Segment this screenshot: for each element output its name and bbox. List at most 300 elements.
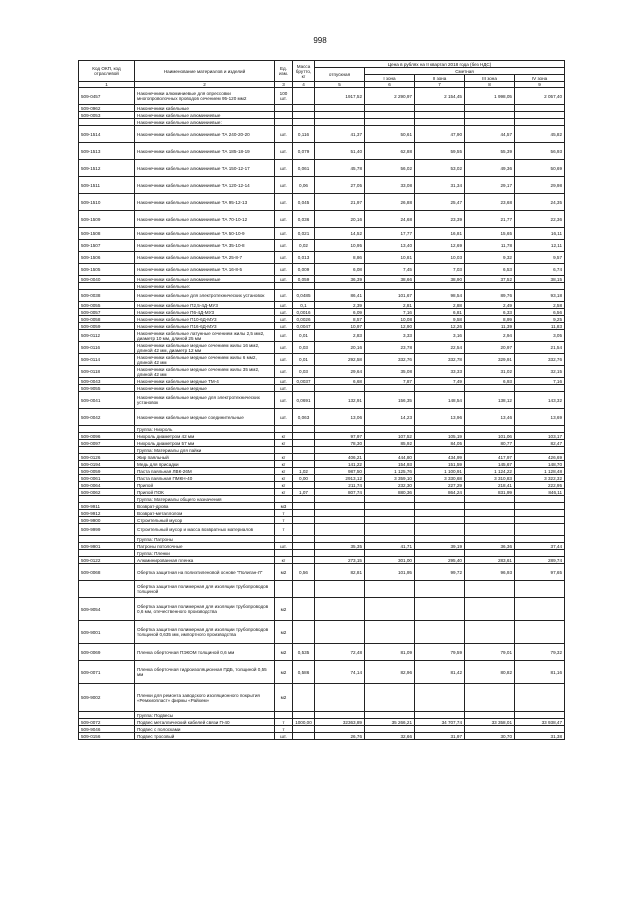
table-row <box>79 644 565 661</box>
row-release-price <box>315 385 365 392</box>
row-zone-4-price: 11,83 <box>515 323 565 330</box>
header-zone-2: II зона <box>415 75 465 82</box>
row-mass: 0,009 <box>293 264 315 276</box>
row-zone-3-price: 44,57 <box>465 126 515 143</box>
row-zone-4-price <box>515 581 565 598</box>
row-zone-2-price: 79,59 <box>415 644 465 661</box>
row-code: 509-0112 <box>79 330 135 342</box>
row-zone-4-price: 426,69 <box>515 454 565 461</box>
table-row <box>79 536 565 543</box>
row-release-price: 32363,89 <box>315 719 365 726</box>
table-row <box>79 684 565 712</box>
row-zone-1-price: 62,88 <box>365 143 415 160</box>
row-zone-1-price: 35,08 <box>365 366 415 378</box>
row-release-price <box>315 581 365 598</box>
row-name: Обертка защитная на полиэтиленовой основе "Полиган-Л" <box>135 564 275 581</box>
row-code: 509-0061 <box>79 475 135 482</box>
row-code: 509-9054 <box>79 598 135 621</box>
row-name: Наконечники кабельные латунные сечением жилы 2,5 мм2, диаметр 10 мм, длиной 25 мм <box>135 330 275 342</box>
row-zone-3-price: 283,61 <box>465 557 515 564</box>
row-zone-1-price: 12,90 <box>365 323 415 330</box>
row-code: 509-1510 <box>79 194 135 211</box>
row-zone-4-price <box>515 447 565 454</box>
row-zone-4-price: 289,74 <box>515 557 565 564</box>
table-row <box>79 433 565 440</box>
row-code: 509-9055 <box>79 385 135 392</box>
row-release-price: 72,48 <box>315 644 365 661</box>
table-body <box>79 88 565 740</box>
row-release-price: 82,81 <box>315 564 365 581</box>
row-unit: шт. <box>275 354 293 366</box>
row-zone-2-price: 47,90 <box>415 126 465 143</box>
row-zone-4-price: 97,65 <box>515 564 565 581</box>
row-name: Наконечники кабельные: <box>135 283 275 290</box>
row-zone-1-price <box>365 581 415 598</box>
row-zone-3-price: 89,76 <box>465 290 515 302</box>
column-index: 1 <box>79 82 135 88</box>
row-zone-2-price: 295,40 <box>415 557 465 564</box>
row-name: Наконечники кабельные П6-4Д-МУ3 <box>135 309 275 316</box>
header-zone-3: III зона <box>465 75 515 82</box>
table-row <box>79 177 565 194</box>
row-release-price: 21,97 <box>315 194 365 211</box>
row-zone-4-price: 31,38 <box>515 733 565 740</box>
row-zone-2-price <box>415 621 465 644</box>
row-zone-2-price: 98,54 <box>415 290 465 302</box>
table-row <box>79 290 565 302</box>
row-name: Наконечники кабельные алюминиевые ТА 70-10-12 <box>135 211 275 228</box>
row-zone-3-price <box>465 510 515 517</box>
row-zone-4-price: 33 938,47 <box>515 719 565 726</box>
row-name: Возврат-дрова <box>135 503 275 510</box>
row-unit <box>275 536 293 543</box>
row-zone-3-price <box>465 112 515 119</box>
row-zone-1-price <box>365 112 415 119</box>
row-unit: м3 <box>275 503 293 510</box>
row-release-price: 10,95 <box>315 240 365 252</box>
row-unit: шт. <box>275 309 293 316</box>
row-unit <box>275 550 293 557</box>
row-zone-1-price: 56,02 <box>365 160 415 177</box>
table-row <box>79 503 565 510</box>
row-release-price <box>315 112 365 119</box>
row-release-price: 807,74 <box>315 489 365 496</box>
row-zone-2-price: 16,81 <box>415 228 465 240</box>
row-zone-2-price <box>415 524 465 536</box>
row-release-price <box>315 503 365 510</box>
table-row <box>79 385 565 392</box>
row-unit: шт. <box>275 177 293 194</box>
row-zone-4-price: 1 128,48 <box>515 468 565 475</box>
row-code: 509-0114 <box>79 354 135 366</box>
row-code: 509-9002 <box>79 684 135 712</box>
row-code: 509-0097 <box>79 440 135 447</box>
table-row <box>79 581 565 598</box>
row-zone-4-price: 32,15 <box>515 366 565 378</box>
row-release-price <box>315 726 365 733</box>
row-mass <box>293 105 315 112</box>
row-zone-1-price: 156,35 <box>365 392 415 409</box>
row-zone-1-price <box>365 598 415 621</box>
row-unit <box>275 112 293 119</box>
row-mass <box>293 517 315 524</box>
row-mass <box>293 385 315 392</box>
row-unit: шт. <box>275 264 293 276</box>
header-zone-1: I зона <box>365 75 415 82</box>
row-unit <box>275 712 293 719</box>
column-index: 5 <box>315 82 365 88</box>
row-zone-1-price <box>365 119 415 126</box>
table-row <box>79 550 565 557</box>
row-zone-2-price: 38,90 <box>415 276 465 283</box>
row-name: Обертка защитная полимерная для изоляции трубопроводов толщиной 0,635 мм, импортного производства <box>135 621 275 644</box>
row-zone-2-price: 151,59 <box>415 461 465 468</box>
row-zone-4-price <box>515 598 565 621</box>
row-mass <box>293 461 315 468</box>
row-zone-3-price <box>465 105 515 112</box>
row-mass: 0,0691 <box>293 392 315 409</box>
row-unit: м2 <box>275 564 293 581</box>
row-release-price: 27,05 <box>315 177 365 194</box>
row-mass: 0,00 <box>293 475 315 482</box>
row-zone-2-price: 12,26 <box>415 323 465 330</box>
row-unit: т <box>275 726 293 733</box>
row-zone-2-price: 99,72 <box>415 564 465 581</box>
row-name: Припой ПОК <box>135 489 275 496</box>
row-mass <box>293 684 315 712</box>
row-release-price: 29,64 <box>315 366 365 378</box>
row-zone-2-price: 434,99 <box>415 454 465 461</box>
row-zone-4-price: 2 057,40 <box>515 88 565 105</box>
table-row <box>79 524 565 536</box>
row-zone-1-price: 332,76 <box>365 354 415 366</box>
row-code: 509-0041 <box>79 392 135 409</box>
row-release-price: 8,86 <box>315 252 365 264</box>
row-name: Наконечники кабельные алюминиевые ТА 95-12-13 <box>135 194 275 211</box>
row-zone-3-price <box>465 536 515 543</box>
row-zone-2-price: 31,97 <box>415 733 465 740</box>
row-name: Наконечники кабельные медные <box>135 385 275 392</box>
row-zone-2-price: 33,33 <box>415 366 465 378</box>
row-mass: 0,02 <box>293 240 315 252</box>
row-unit: шт. <box>275 126 293 143</box>
row-code <box>79 536 135 543</box>
row-unit: т <box>275 517 293 524</box>
row-zone-1-price: 3,33 <box>365 330 415 342</box>
row-release-price <box>315 712 365 719</box>
row-zone-4-price <box>515 712 565 719</box>
row-release-price: 51,40 <box>315 143 365 160</box>
row-zone-4-price: 9,57 <box>515 252 565 264</box>
row-zone-1-price <box>365 684 415 712</box>
row-zone-3-price: 218,41 <box>465 482 515 489</box>
row-code: 509-0058 <box>79 316 135 323</box>
row-zone-4-price: 3,05 <box>515 330 565 342</box>
row-zone-2-price <box>415 684 465 712</box>
row-zone-2-price <box>415 726 465 733</box>
row-release-price: 13,06 <box>315 409 365 426</box>
row-unit <box>275 581 293 598</box>
row-zone-3-price <box>465 598 515 621</box>
row-zone-1-price <box>365 503 415 510</box>
row-name: Наконечники кабельные алюминиевые ТА 16-8-5 <box>135 264 275 276</box>
row-zone-3-price: 101,06 <box>465 433 515 440</box>
row-mass: 0,045 <box>293 194 315 211</box>
row-release-price: 141,22 <box>315 461 365 468</box>
table-row <box>79 621 565 644</box>
row-zone-1-price: 24,68 <box>365 211 415 228</box>
row-zone-2-price: 23,39 <box>415 211 465 228</box>
row-name: Возврат-металлолом <box>135 510 275 517</box>
row-zone-4-price: 22,36 <box>515 211 565 228</box>
row-code: 509-0043 <box>79 378 135 385</box>
row-zone-3-price <box>465 426 515 433</box>
row-mass: 0,01 <box>293 354 315 366</box>
row-name: Жир паяльный <box>135 454 275 461</box>
row-zone-2-price: 9,58 <box>415 316 465 323</box>
row-mass <box>293 726 315 733</box>
row-code: 509-0055 <box>79 302 135 309</box>
table-row <box>79 211 565 228</box>
row-mass <box>293 283 315 290</box>
row-zone-4-price: 6,74 <box>515 264 565 276</box>
row-unit: шт. <box>275 143 293 160</box>
row-zone-4-price: 50,69 <box>515 160 565 177</box>
row-zone-1-price <box>365 385 415 392</box>
row-name: Пленка оберточная ПЭКОМ толщиной 0,6 мм <box>135 644 275 661</box>
row-code: 509-0057 <box>79 309 135 316</box>
table-row <box>79 309 565 316</box>
row-mass <box>293 581 315 598</box>
row-zone-3-price: 11,78 <box>465 240 515 252</box>
row-name: Наконечники кабельные <box>135 105 275 112</box>
row-unit: шт. <box>275 409 293 426</box>
row-zone-2-price: 22,54 <box>415 342 465 354</box>
row-release-price: 292,58 <box>315 354 365 366</box>
row-code: 509-0116 <box>79 342 135 354</box>
row-name: Наконечники кабельные медные сечением жилы 16 мм2, длиной 42 мм, диаметр 12 мм <box>135 342 275 354</box>
row-code: 509-0059 <box>79 323 135 330</box>
row-release-price: 132,91 <box>315 392 365 409</box>
row-zone-4-price: 81,16 <box>515 661 565 684</box>
row-code: 509-0069 <box>79 644 135 661</box>
row-unit: шт. <box>275 378 293 385</box>
row-unit: кг <box>275 454 293 461</box>
row-release-price: 8,57 <box>315 316 365 323</box>
row-unit: кг <box>275 461 293 468</box>
row-mass: 0,03 <box>293 342 315 354</box>
column-index: 8 <box>465 82 515 88</box>
row-code: 509-1513 <box>79 143 135 160</box>
row-zone-1-price: 107,52 <box>365 433 415 440</box>
row-zone-4-price <box>515 385 565 392</box>
row-zone-3-price: 20,97 <box>465 342 515 354</box>
table-row <box>79 482 565 489</box>
row-zone-2-price: 148,54 <box>415 392 465 409</box>
row-mass: 0,1 <box>293 302 315 309</box>
row-zone-3-price <box>465 684 515 712</box>
row-zone-4-price <box>515 510 565 517</box>
row-unit: м2 <box>275 644 293 661</box>
table-row <box>79 264 565 276</box>
row-release-price <box>315 524 365 536</box>
header-zone-4: IV зона <box>515 75 565 82</box>
row-zone-2-price <box>415 496 465 503</box>
row-zone-3-price: 6,33 <box>465 309 515 316</box>
row-zone-2-price: 13,96 <box>415 409 465 426</box>
row-name: Наконечники кабельные медные сечением жилы 6 мм2, длиной 42 мм <box>135 354 275 366</box>
row-mass: 0,013 <box>293 252 315 264</box>
row-zone-3-price: 37,52 <box>465 276 515 283</box>
row-zone-4-price: 12,11 <box>515 240 565 252</box>
row-name: Нихроль диаметром 42 мм <box>135 433 275 440</box>
row-name: Наконечники кабельные медные для электротехнических установок <box>135 392 275 409</box>
row-zone-2-price <box>415 447 465 454</box>
row-zone-2-price: 2 154,45 <box>415 88 465 105</box>
row-name: Группа: Пленки <box>135 550 275 557</box>
row-mass: 0,0026 <box>293 316 315 323</box>
row-unit: шт. <box>275 194 293 211</box>
row-mass: 0,0485 <box>293 290 315 302</box>
row-zone-2-price <box>415 385 465 392</box>
row-zone-4-price: 79,32 <box>515 644 565 661</box>
header-mass: Масса брутто, кг <box>293 61 315 82</box>
row-name: Наконечники кабельные алюминиевые ТА 50-10-9 <box>135 228 275 240</box>
row-release-price: 86,41 <box>315 290 365 302</box>
column-index: 6 <box>365 82 415 88</box>
row-mass: 0,059 <box>293 276 315 283</box>
row-release-price: 14,52 <box>315 228 365 240</box>
row-zone-4-price: 45,82 <box>515 126 565 143</box>
row-mass: 0,56 <box>293 564 315 581</box>
row-zone-1-price: 13,40 <box>365 240 415 252</box>
row-zone-2-price: 39,19 <box>415 543 465 550</box>
row-zone-3-price: 21,77 <box>465 211 515 228</box>
row-zone-2-price: 3,16 <box>415 330 465 342</box>
column-index: 4 <box>293 82 315 88</box>
row-unit: шт. <box>275 342 293 354</box>
row-release-price <box>315 550 365 557</box>
row-mass: 0,036 <box>293 211 315 228</box>
row-zone-2-price: 12,69 <box>415 240 465 252</box>
row-zone-1-price <box>365 510 415 517</box>
row-code: 509-0071 <box>79 661 135 684</box>
row-release-price: 6,09 <box>315 309 365 316</box>
row-zone-3-price <box>465 621 515 644</box>
row-release-price: 987,50 <box>315 468 365 475</box>
row-zone-2-price: 81,42 <box>415 661 465 684</box>
table-row <box>79 447 565 454</box>
row-code <box>79 447 135 454</box>
table-row <box>79 440 565 447</box>
table-row <box>79 726 565 733</box>
row-zone-1-price: 10,08 <box>365 316 415 323</box>
row-zone-4-price: 21,54 <box>515 342 565 354</box>
row-code: 509-9901 <box>79 543 135 550</box>
row-unit: м2 <box>275 661 293 684</box>
header-release-price: отпускная <box>315 68 365 82</box>
row-zone-1-price: 10,81 <box>365 252 415 264</box>
row-zone-2-price: 2,88 <box>415 302 465 309</box>
row-mass <box>293 433 315 440</box>
row-unit: м2 <box>275 598 293 621</box>
table-row <box>79 330 565 342</box>
row-zone-2-price <box>415 517 465 524</box>
row-zone-3-price <box>465 550 515 557</box>
row-mass: 0,06 <box>293 177 315 194</box>
table-row <box>79 517 565 524</box>
row-zone-1-price: 81,09 <box>365 644 415 661</box>
row-zone-2-price <box>415 426 465 433</box>
row-zone-4-price <box>515 503 565 510</box>
row-zone-4-price <box>515 621 565 644</box>
row-name: Патроны потолочные <box>135 543 275 550</box>
row-zone-2-price <box>415 510 465 517</box>
row-unit: т <box>275 719 293 726</box>
row-unit <box>275 496 293 503</box>
row-zone-1-price: 880,36 <box>365 489 415 496</box>
row-zone-2-price: 31,34 <box>415 177 465 194</box>
row-zone-2-price: 864,24 <box>415 489 465 496</box>
table-row <box>79 598 565 621</box>
row-name: Наконечники кабельные П16-6Д-МУ3 <box>135 323 275 330</box>
row-zone-4-price <box>515 524 565 536</box>
row-zone-4-price <box>515 726 565 733</box>
row-unit: м2 <box>275 621 293 644</box>
row-unit: шт. <box>275 733 293 740</box>
row-zone-1-price: 38,66 <box>365 276 415 283</box>
row-zone-3-price: 8,99 <box>465 316 515 323</box>
row-mass: 1,07 <box>293 489 315 496</box>
column-index: 3 <box>275 82 293 88</box>
row-code: 509-0068 <box>79 564 135 581</box>
row-zone-4-price: 38,15 <box>515 276 565 283</box>
row-name: Подвес металлический кабелей связи П-40 <box>135 719 275 726</box>
row-zone-3-price <box>465 726 515 733</box>
table-row <box>79 510 565 517</box>
row-unit: 100 шт. <box>275 88 293 105</box>
row-zone-3-price: 831,99 <box>465 489 515 496</box>
row-mass <box>293 733 315 740</box>
table-row <box>79 496 565 503</box>
row-zone-3-price: 36,36 <box>465 543 515 550</box>
row-zone-1-price <box>365 426 415 433</box>
row-name: Наконечники кабельные алюминиевые ТА 185-18-19 <box>135 143 275 160</box>
row-zone-3-price: 96,93 <box>465 564 515 581</box>
row-release-price: 211,74 <box>315 482 365 489</box>
row-zone-1-price: 301,00 <box>365 557 415 564</box>
table-row <box>79 194 565 211</box>
row-zone-3-price: 2,94 <box>465 330 515 342</box>
row-zone-1-price <box>365 524 415 536</box>
row-mass <box>293 482 315 489</box>
row-zone-2-price <box>415 598 465 621</box>
row-zone-4-price: 37,44 <box>515 543 565 550</box>
row-zone-1-price: 32,66 <box>365 733 415 740</box>
row-zone-1-price: 23,78 <box>365 342 415 354</box>
row-name: Группа: Патроны <box>135 536 275 543</box>
row-release-price <box>315 684 365 712</box>
row-zone-4-price: 7,16 <box>515 378 565 385</box>
row-zone-2-price <box>415 112 465 119</box>
row-zone-1-price: 232,30 <box>365 482 415 489</box>
row-name: Припой <box>135 482 275 489</box>
row-code: 509-9912 <box>79 510 135 517</box>
row-zone-1-price <box>365 105 415 112</box>
row-zone-2-price: 7,49 <box>415 378 465 385</box>
row-zone-3-price <box>465 119 515 126</box>
row-mass <box>293 119 315 126</box>
